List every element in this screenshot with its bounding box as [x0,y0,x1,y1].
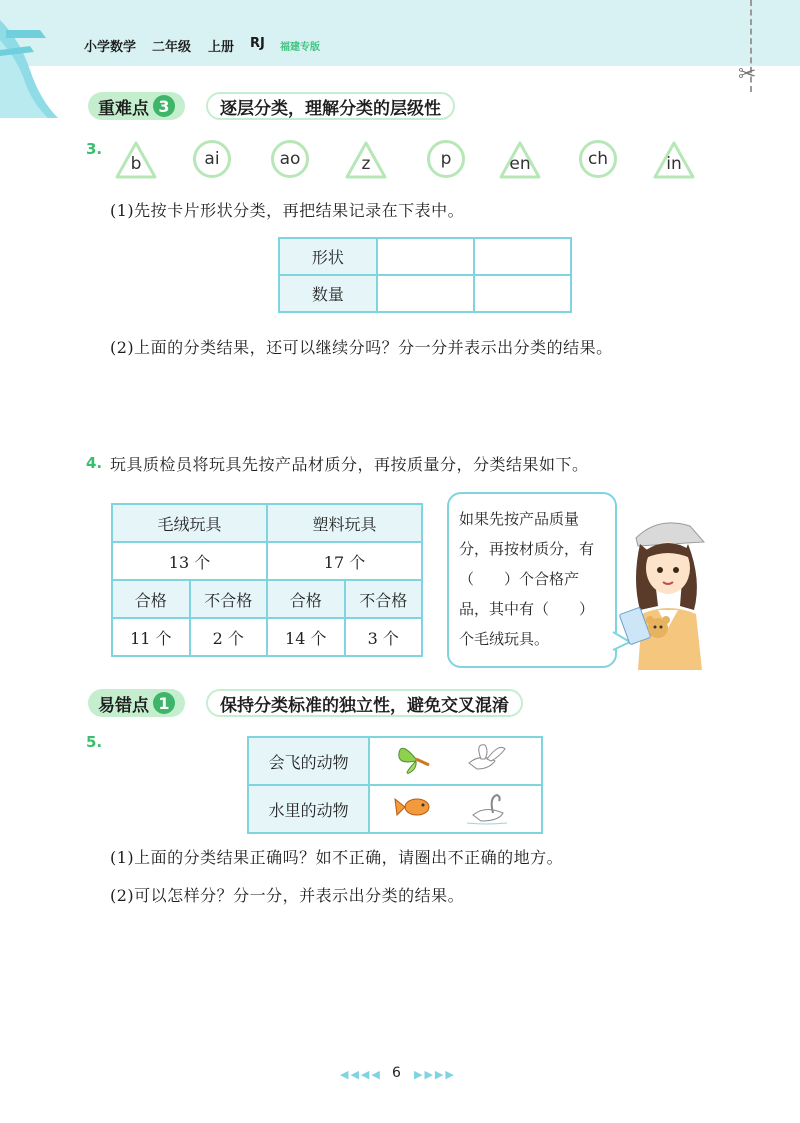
answer-cell[interactable] [377,238,474,275]
card-label: z [361,154,371,174]
triangle-card [114,140,158,184]
section-number-badge: 1 [153,692,175,714]
section-title: 逐层分类，理解分类的层级性 [206,92,455,120]
answer-cell[interactable] [474,275,571,312]
girl-inspector-illustration [618,510,718,670]
group-header-plush: 毛绒玩具 [112,504,267,542]
answer-cell[interactable] [474,238,571,275]
card-label: en [509,154,531,174]
goldfish-icon [395,799,429,815]
triangle-card [498,140,542,184]
section-number-badge: 3 [153,95,175,117]
sub-value: 2 个 [190,618,267,656]
sub-header: 合格 [267,580,345,618]
dove-icon [469,745,505,769]
question-number-4: 4. [86,454,103,472]
question-number-3: 3. [86,140,103,158]
shape-count-table [278,237,572,313]
card-label: in [666,154,682,174]
total-plush: 13 个 [112,542,267,580]
flying-animals-cell[interactable] [369,737,542,785]
card-label: b [130,154,142,174]
q5-part2: (2)可以怎样分？分一分，并表示出分类的结果。 [110,886,465,905]
row-label-count: 数量 [279,275,377,312]
header-subject: 小学数学 [84,40,137,55]
water-animals-pictures [381,787,531,827]
bubble-line: （ ）个合格产 [459,570,580,588]
header-grade: 二年级 [152,40,192,55]
sub-header: 不合格 [190,580,267,618]
q4-text: 玩具质检员将玩具先按产品材质分，再按质量分，分类结果如下。 [110,455,589,474]
swan-icon [467,795,507,824]
q3-part1: (1)先按卡片形状分类，再把结果记录在下表中。 [110,201,465,220]
circle-card: ao [271,140,309,178]
answer-cell[interactable] [377,275,474,312]
header-edition-tag: 福建专版 [280,42,320,53]
footer-left-arrows: ◀◀◀◀ [340,1068,382,1081]
row-label-flying-animals: 会飞的动物 [248,737,369,785]
section-badge-key-points [88,92,185,120]
circle-card: p [427,140,465,178]
question-number-5: 5. [86,733,103,751]
sub-value: 11 个 [112,618,190,656]
animal-classification-table [247,736,543,834]
pagoda-roof-decoration [0,0,70,130]
circle-card: ch [579,140,617,178]
sub-value: 3 个 [345,618,422,656]
section-badge-label: 重难点 [98,98,149,119]
toy-classification-table [111,503,423,657]
water-animals-cell[interactable] [369,785,542,833]
section-badge-label: 易错点 [98,695,149,716]
butterfly-icon [398,748,428,773]
header-band [0,0,800,66]
flying-animals-pictures [381,739,531,779]
header-volume: 上册 [208,40,235,55]
row-label-water-animals: 水里的动物 [248,785,369,833]
bubble-line: 分，再按材质分，有 [459,540,595,558]
sub-header: 合格 [112,580,190,618]
section-badge-common-mistakes [88,689,185,717]
triangle-card [652,140,696,184]
group-header-plastic: 塑料玩具 [267,504,422,542]
q5-part1: (1)上面的分类结果正确吗？如不正确，请圈出不正确的地方。 [110,848,564,867]
sub-header: 不合格 [345,580,422,618]
header-edition: RJ [250,36,265,51]
bubble-line: 如果先按产品质量 [459,510,580,528]
scissors-icon: ✂ [738,62,757,87]
circle-card: ai [193,140,231,178]
speech-bubble [447,492,617,668]
triangle-card [344,140,388,184]
sub-value: 14 个 [267,618,345,656]
row-label-shape: 形状 [279,238,377,275]
q3-part2: (2)上面的分类结果，还可以继续分吗？分一分并表示出分类的结果。 [110,338,613,357]
footer-right-arrows: ▶▶▶▶ [414,1068,456,1081]
section-title: 保持分类标准的独立性，避免交叉混淆 [206,689,523,717]
bubble-line: 个毛绒玩具。 [459,630,550,648]
total-plastic: 17 个 [267,542,422,580]
bubble-line: 品，其中有（ ） [459,600,595,618]
page-number: 6 [392,1065,401,1081]
